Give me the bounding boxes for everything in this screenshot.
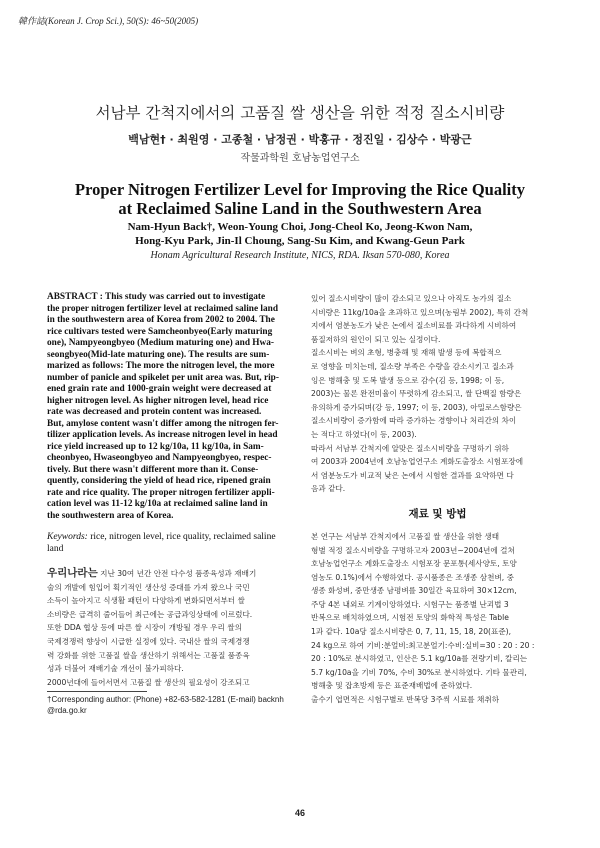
authors-english-line: Hong-Kyu Park, Jin-Il Choung, Sang-Su Kim, and Kwang-Geun Park <box>135 235 465 247</box>
affiliation-korean: 작물과학원 호남농업연구소 <box>240 153 360 164</box>
body-line: 생종 화성벼, 중만생종 남평벼를 30일간 육묘하여 30×12cm, <box>311 586 517 596</box>
footnote-line: †Corresponding author: (Phone) +82-63-582-1281 (E-mail) backnh <box>47 695 284 705</box>
keywords-text: rice, nitrogen level, rice quality, reclaimed saline <box>90 532 276 542</box>
abstract-line: one), Nampyeongbyeo (Medium maturing one) and Hwa- <box>47 338 274 348</box>
body-line: 지에서 염분농도가 낮은 논에서 질소비료를 과다하게 시비하여 <box>311 321 517 331</box>
body-line: 로 영향을 미치는데, 질소량 부족은 수량을 감소시키고 질소과 <box>311 361 514 371</box>
title-korean: 서남부 간척지에서의 고품질 쌀 생산을 위한 적정 질소시비량 <box>95 104 505 122</box>
keywords-label: Keywords: <box>47 532 88 542</box>
methods-text <box>311 530 564 707</box>
body-line: 소득이 높아지고 식생활 패턴이 다양하게 변화되면서부터 쌀 <box>47 596 245 606</box>
body-line: 력 강화를 위한 고품질 쌀을 생산하기 위해서는 고품질 품종육 <box>47 650 250 660</box>
abstract-line: rate was decreased and protein content was increased. <box>47 407 262 417</box>
body-line: 2000년대에 들어서면서 고품질 쌀 생산의 필요성이 강조되고 <box>47 677 250 687</box>
body-line: 는 적다고 하였다(이 등, 2003). <box>311 429 417 439</box>
introduction-left <box>47 567 297 689</box>
title-english-line: Proper Nitrogen Fertilizer Level for Improving the Rice Quality <box>75 180 525 199</box>
body-line: 염농도 0.1%)에서 수행하였다. 공시품종은 조생종 삼천벼, 중 <box>311 572 514 582</box>
left-column <box>47 292 297 716</box>
journal-reference: 韓作誌(Korean J. Crop Sci.), 50(S): 46~50(2005) <box>18 16 199 26</box>
body-line: 20 : 10%로 분시하였고, 인산은 5.1 kg/10a를 전량기비, 칼리는 <box>311 654 528 664</box>
footnote-line: @rda.go.kr <box>47 706 87 716</box>
keywords <box>47 532 297 555</box>
title-english-line: at Reclaimed Saline Land in the Southwestern Area <box>118 199 482 218</box>
abstract-line: rice yield increased up to 12 kg/10a, 11 kg/10a, in Sam- <box>47 441 264 452</box>
abstract-line: in the southwestern area of Korea from 2002 to 2004. The <box>47 315 275 325</box>
right-column <box>311 292 564 707</box>
body-line: 본 연구는 서남부 간척지에서 고품질 쌀 생산을 위한 생태 <box>311 531 500 541</box>
body-line: 소비량은 급격히 줄어들어 최근에는 공급과잉상태에 이르렀다. <box>47 609 253 619</box>
body-line: 잉은 병해충 및 도복 발생 등으로 감수(김 등, 1998; 이 등, <box>311 375 505 385</box>
authors-korean: 백남현† · 최원영 · 고종철 · 남정권 · 박홍규 · 정진일 · 김상수 · 박광근 <box>128 133 472 146</box>
authors-english-line: Nam-Hyun Back†, Weon-Young Choi, Jong-Cheol Ko, Jeong-Kwon Nam, <box>127 221 473 233</box>
affiliation-english: Honam Agricultural Research Institute, NICS, RDA. Iksan 570-080, Korea <box>150 250 450 261</box>
abstract-line: the proper nitrogen fertilizer level at reclaimed saline land <box>47 303 279 314</box>
abstract-line: rice cultivars tested were Samcheonbyeo(Early maturing <box>47 326 273 337</box>
body-line: 반복으로 배치하였으며, 시험전 토양의 화학적 특성은 Table <box>311 613 509 623</box>
keywords-text: land <box>47 543 64 554</box>
body-line: 따라서 서남부 간척지에 알맞은 질소시비량을 구명하기 위하 <box>311 443 509 453</box>
body-line: 2003)는 물론 완전미율이 뚜렷하게 감소되고, 쌀 단백질 함량은 <box>311 389 522 399</box>
body-line: 음과 같다. <box>311 484 346 494</box>
body-line: 1과 같다. 10a당 질소시비량은 0, 7, 11, 15, 18, 20(표준), <box>311 627 512 637</box>
body-line: 서 염분농도가 비교적 낮은 논에서 시험한 결과를 요약하면 다 <box>311 470 514 480</box>
body-line: 여 2003과 2004년에 호남농업연구소 계화도출장소 시험포장에 <box>311 457 524 467</box>
page-number: 46 <box>294 808 305 818</box>
abstract-line: number of panicle and spikelet per unit area was. But, rip- <box>47 372 279 383</box>
abstract-line: tively. But there wasn't different more than it. Conse- <box>47 464 259 475</box>
body-line: 질소시비는 벼의 초형, 병충해 및 재해 발생 등에 복합적으 <box>311 348 502 358</box>
body-line: 성과 더불어 재배기술 개선이 불가피하다. <box>47 664 184 674</box>
abstract-line: But, amylose content wasn't differ among the nitrogen fer- <box>47 418 279 429</box>
body-line: 24 kg으로 하여 기비:분얼비:최고분얼기:수비:실비=30 : 20 : 20 : <box>311 640 535 650</box>
authors-english <box>0 220 600 248</box>
introduction-right <box>311 292 564 496</box>
abstract-line: higher nitrogen level. As higher nitrogen level, head rice <box>47 395 269 406</box>
body-line: 품질저하의 원인이 되고 있는 실정이다. <box>311 334 441 344</box>
abstract-line: tilizer application levels. As increase nitrogen level in head <box>47 430 278 440</box>
body-line: 지난 30여 년간 안전 다수성 품종육성과 재배기 <box>97 569 257 578</box>
body-line: 술의 개발에 힘입어 획기적인 생산성 증대를 가져 왔으나 국민 <box>47 582 250 592</box>
section-heading-methods: 재료 및 방법 <box>408 507 467 520</box>
body-line: 유의하게 증가되며(강 등, 1997; 이 등, 2003), 아밀로스함량은 <box>311 402 522 412</box>
abstract-line: cation level was 11-12 kg/10a at reclaimed saline land in <box>47 499 268 509</box>
abstract <box>47 292 297 522</box>
body-line: 5.7 kg/10a을 기비 70%, 수비 30%로 분시하였다. 기타 물관리, <box>311 667 527 677</box>
body-line: 시비량은 11kg/10a을 초과하고 있으며(농림부 2002), 특히 간척 <box>311 307 529 317</box>
abstract-line: seongbyeo(Mid-late maturing one). The results are sum- <box>47 349 270 360</box>
abstract-line: ened grain rate and 1000-grain weight were decreased at <box>47 384 272 394</box>
body-line: 국제경쟁력 향상이 시급한 실정에 있다. 국내산 쌀의 국제경쟁 <box>47 636 250 646</box>
body-line: 병해충 및 잡초방제 등은 표준재배법에 준하였다. <box>311 681 473 691</box>
abstract-line: ABSTRACT : This study was carried out to investigate <box>47 292 266 302</box>
body-line: 질소시비량이 증가함에 따라 증가하는 경향이나 처리간의 차이 <box>311 416 517 426</box>
body-line: 출수기 엽면적은 시험구별로 반복당 3주씩 시료를 채취하 <box>311 695 500 705</box>
body-line: 호남농업연구소 계화도출장소 시험포장 문포통(세사양토, 토양 <box>311 559 517 569</box>
body-line: 형별 적정 질소시비량을 구명하고자 2003년~2004년에 걸쳐 <box>311 545 515 555</box>
body-line: 또한 DDA 협상 등에 따른 쌀 시장이 개방될 경우 우리 쌀의 <box>47 623 242 633</box>
body-line: 있어 질소시비량이 많이 감소되고 있으나 아직도 농가의 질소 <box>311 294 512 303</box>
abstract-line: marized as follows: The more the nitrogen level, the more <box>47 361 275 371</box>
title-english <box>0 180 600 218</box>
abstract-line: rate and rice quality. The proper nitrogen fertilizer appli- <box>47 487 275 498</box>
footnote <box>47 694 297 716</box>
body-line: 주당 4본 내외로 기계이앙하였다. 시험구는 품종별 난괴법 3 <box>311 599 509 609</box>
abstract-line: quently, considering the yield of head rice, ripened grain <box>47 476 271 486</box>
abstract-line: cheonbyeo, Hwaseongbyeo and Nampyeongbyeo, respec- <box>47 453 272 463</box>
abstract-line: the southwestern area of Korea. <box>47 510 174 521</box>
footnote-divider <box>47 691 147 692</box>
intro-lead-word: 우리나라는 <box>47 567 98 579</box>
